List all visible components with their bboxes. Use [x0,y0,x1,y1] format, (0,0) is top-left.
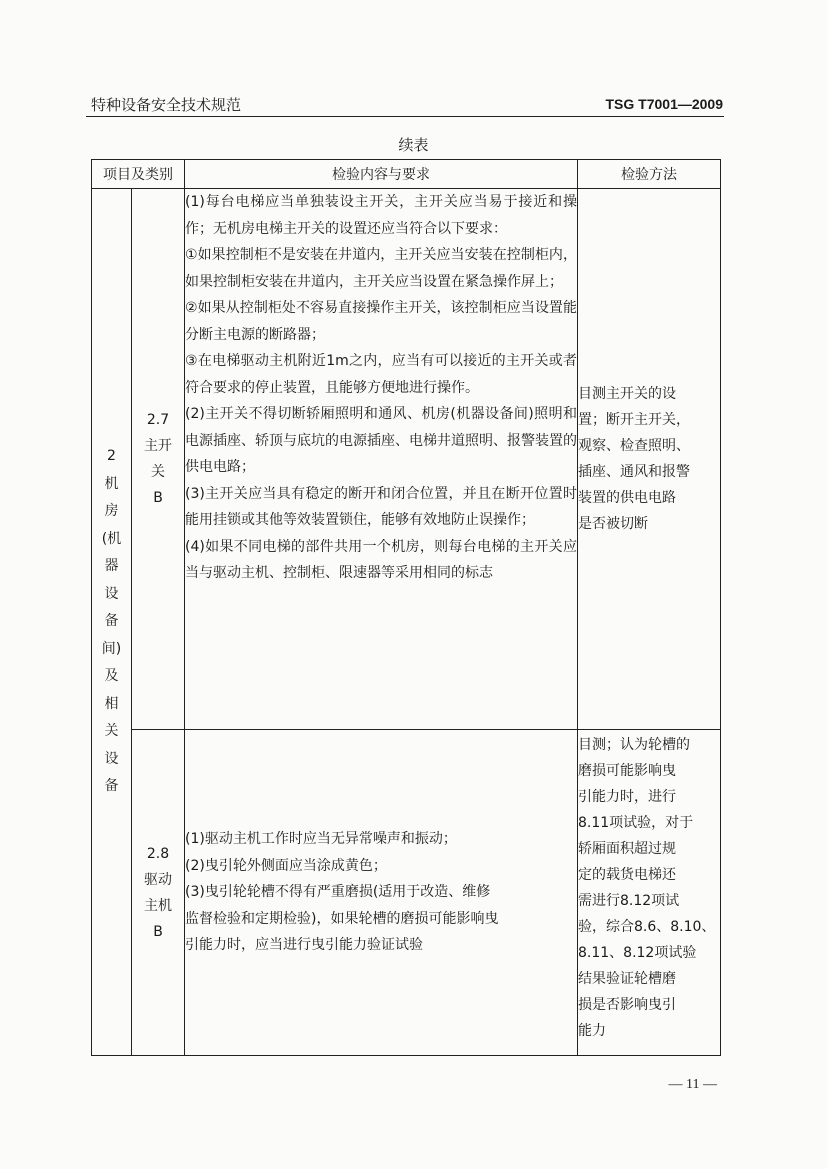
category-char: 房 [104,503,119,520]
item-name: 关 [151,464,165,480]
category-char: 关 [104,723,119,740]
content-cell [185,189,578,730]
category-char: 器 [104,558,119,575]
table-header-row [92,160,721,189]
method-text: 观察、检查照明、 [578,438,690,454]
header-category: 项目及类别 [92,160,185,189]
category-char: 及 [104,668,119,685]
method-cell [578,189,721,730]
item-number: 2.8 [146,845,170,862]
method-text: 引能力时，进行 [578,789,676,805]
requirement-text: ③在电梯驱动主机附近1m之内，应当有可以接近的主开关或者符合要求的停止装置，且能够方便地进行操作。 [185,353,577,396]
category-text [92,471,131,801]
requirement-text: ①如果控制柜不是安装在井道内，主开关应当安装在控制柜内，如果控制柜安装在井道内，主开关应当设置在紧急操作屏上； [185,247,577,290]
category-cell [92,189,132,1056]
category-char: 设 [104,750,119,767]
method-text: 8.11项试验，对于 [578,815,694,831]
item-name: 主开 [144,438,172,454]
method-text: 验，综合8.6、8.10、 [578,919,716,935]
table-row [92,189,721,730]
header-method: 检验方法 [578,160,721,189]
method-text: 8.11、8.12项试验 [578,945,697,961]
document-series-title: 特种设备安全技术规范 [91,96,242,114]
method-text: 损是否影响曳引 [578,997,676,1013]
table-caption: 续表 [398,136,429,154]
category-char: 间) [101,640,122,657]
method-text: 是否被切断 [578,516,648,532]
category-char: 备 [104,778,119,795]
header-rule [86,116,724,117]
method-text: 轿厢面积超过规 [578,841,676,857]
category-char: 备 [104,613,119,630]
method-text: 磨损可能影响曳 [578,763,676,779]
item-name: 驱动 [144,871,172,888]
item-cell [132,189,185,730]
requirement-text: (3)曳引轮轮槽不得有严重磨损(适用于改造、维修 [185,884,491,901]
requirement-text: ②如果从控制柜处不容易直接操作主开关，该控制柜应当设置能分断主电源的断路器； [185,300,577,343]
requirement-text: (3)主开关应当具有稳定的断开和闭合位置，并且在断开位置时能用挂锁或其他等效装置锁住，能够有效地防止误操作； [185,485,577,528]
category-number: 2 [107,448,116,465]
category-char: 相 [104,695,119,712]
method-text: 结果验证轮槽磨 [578,971,676,987]
item-name: 主机 [144,897,172,914]
requirement-text: 监督检验和定期检验)，如果轮槽的磨损可能影响曳 [185,910,499,927]
item-class: B [153,923,163,940]
category-char: (机 [101,530,122,547]
category-char: 机 [104,475,119,492]
method-text: 定的载货电梯还 [578,867,676,883]
method-cell [578,730,721,1056]
method-text: 能力 [578,1023,606,1039]
document-code: TSG T7001—2009 [605,96,723,112]
requirement-text: (2)曳引轮外侧面应当涂成黄色； [185,857,387,874]
content-cell [185,730,578,1056]
header-content: 检验内容与要求 [185,160,578,189]
item-class: B [153,490,163,506]
method-text: 插座、通风和报警 [578,464,690,480]
item-number: 2.7 [146,412,170,428]
method-text: 装置的供电电路 [578,490,676,506]
requirement-text: (1)每台电梯应当单独装设主开关，主开关应当易于接近和操作；无机房电梯主开关的设置还应当符合以下要求： [185,194,577,237]
method-text: 需进行8.12项试 [578,893,680,909]
page-number: — 11 — [668,1077,717,1092]
method-text: 置；断开主开关， [578,412,690,428]
requirement-text: (4)如果不同电梯的部件共用一个机房，则每台电梯的主开关应当与驱动主机、控制柜、限速器等采用相同的标志 [185,538,577,581]
requirement-text: (2)主开关不得切断轿厢照明和通风、机房(机器设备间)照明和电源插座、轿顶与底坑的电源插座、电梯井道照明、报警装置的供电电路； [185,406,577,475]
category-char: 设 [104,585,119,602]
inspection-table [91,159,721,1056]
requirement-text: 引能力时，应当进行曳引能力验证试验 [185,937,423,954]
method-text: 目测主开关的设 [578,386,676,402]
table-row [92,730,721,1056]
item-cell [132,730,185,1056]
method-text: 目测；认为轮槽的 [578,737,690,753]
requirement-text: (1)驱动主机工作时应当无异常噪声和振动； [185,831,457,848]
